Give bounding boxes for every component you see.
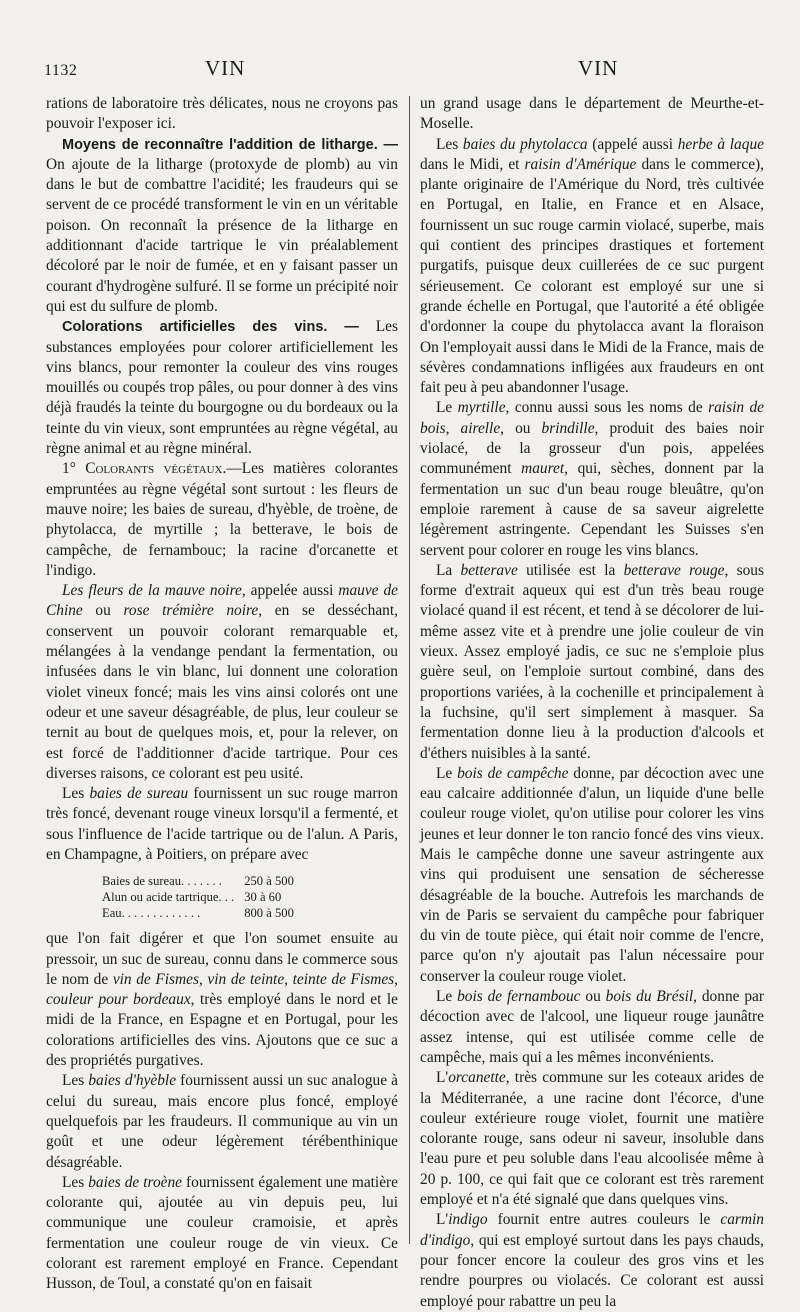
italic-term: baies de troène <box>88 1173 182 1191</box>
text: , connu aussi sous les noms de <box>505 399 709 417</box>
paragraph <box>46 135 398 318</box>
text: , donne par décoction avec de l'alcool, une liqueur rouge jaunâtre assez intense, qui est utilisée comme celle de campêche, mais qui a les mêmes inconvénients. <box>420 988 764 1066</box>
italic-term: betterave rouge <box>623 561 725 579</box>
italic-term: mauret <box>521 460 565 478</box>
text: que l'on fait digérer et que l'on soumet ensuite au pressoir, un suc de sureau, connu dans le commerce sous le nom de <box>46 930 398 988</box>
text: un grand usage dans le département de Meurthe-et-Moselle. <box>420 95 764 133</box>
text: L' <box>436 1069 449 1087</box>
table-row <box>102 889 294 905</box>
paragraph <box>420 1068 764 1210</box>
text: , qui, sèches, donnent par la fermentation un suc d'un beau rouge bleuâtre, qu'on emploie rarement à cause de sa saveur aigrelette légèrement astringente. Cependant les Suisses s'en servent pour colorer en rouge les vins blancs. <box>420 460 764 559</box>
text: Le <box>436 988 458 1006</box>
recipe-item: Eau. . . . . . . . . . . . . <box>102 906 201 921</box>
paragraph <box>46 94 398 135</box>
text: fournissent également une matière colorante qui, ajoutée au vin depuis peu, lui communique une couleur cramoisie, et après fermentation une couleur rouge de vin vieux. Ce colorant est rarement employé en France. Cependant Husson, de Toul, a constaté qu'on en faisait <box>46 1173 398 1293</box>
table-row <box>102 905 294 921</box>
paragraph <box>46 1173 398 1295</box>
text: —Les matières colorantes empruntées au règne végétal sont surtout : les fleurs de mauve noire; les baies de sureau, d'hyèble, de troène, de phytolacca, de myrtille ; la betterave, le bois de campêche, de fernambouc; la racine d'orcanette et l'indigo. <box>46 460 398 579</box>
column-rule <box>409 96 410 1244</box>
text: , très commune sur les coteaux arides de la Méditerranée, a une racine dont l'écorce, d'une couleur extérieure rouge violet, fournit une matière colorante rouge, sans odeur ni saveur, insoluble dans l'eau pure et peu soluble dans l'eau alcoolisée même à 20 p. 100, ce qui fait que ce colorant est très rarement employé et n'a été signalé que dans quelques vins. <box>420 1069 764 1209</box>
text: ou <box>580 988 606 1006</box>
text: On ajoute de la litharge (protoxyde de plomb) au vin dans le but de combattre l'acidité; les fraudeurs qui se servent de ce procédé transforment le vin en un véritable poison. On reconnaît la présence de la litharge en additionnant d'acide tartrique le vin préalablement décoloré par le noir de fumée, et en y faisant passer un courant d'hydrogène sulfuré. Il se forme un précipité noir qui est du sulfure de plomb. <box>46 155 398 315</box>
text: Le <box>436 399 458 417</box>
italic-term: Les fleurs de la mauve noire <box>62 582 242 600</box>
section-heading: Moyens de reconnaître l'addition de litharge. — <box>62 136 398 153</box>
italic-term: bois de fernambouc <box>457 988 581 1006</box>
text: , appelée aussi <box>241 582 339 600</box>
italic-term: betterave <box>460 561 518 579</box>
recipe-quantity: 250 à 500 <box>244 874 294 889</box>
table-row <box>102 873 294 889</box>
recipe-table <box>102 873 294 921</box>
paragraph <box>46 929 398 1071</box>
text: , qui est employé surtout dans les pays chauds, pour foncer encore la couleur des gros vins et les rendre pourpres ou violacés. Ce colorant est aussi employé pour rabattre un peu la <box>420 1231 764 1310</box>
italic-term: baies d'hyèble <box>88 1072 177 1090</box>
italic-term: vin de Fismes, vin de teinte, teinte de Fismes, couleur pour bordeaux <box>46 970 398 1009</box>
text: Les <box>436 135 463 153</box>
paragraph <box>420 135 764 399</box>
text: L' <box>436 1211 449 1229</box>
text: rations de laboratoire très délicates, nous ne croyons pas pouvoir l'exposer ici. <box>46 95 398 133</box>
running-head-left: VIN <box>205 56 246 80</box>
text: fournit entre autres couleurs le <box>487 1211 721 1229</box>
italic-term: mauve de Chine <box>46 582 398 620</box>
text: (appelé aussi <box>587 135 678 153</box>
text: ou <box>82 602 124 620</box>
paragraph <box>420 764 764 987</box>
running-head-right: VIN <box>578 56 619 80</box>
recipe-quantity: 30 à 60 <box>244 890 282 905</box>
italic-term: rose trémière noire <box>123 602 259 620</box>
text: , très employé dans le nord et le midi de la France, en Espagne et en Portugal, pour les colorations artificielles des vins. Ajoutons que ce suc a des propriétés purgatives. <box>46 991 398 1070</box>
paragraph <box>420 398 764 560</box>
page-header <box>0 56 800 86</box>
italic-term: bois du Brésil <box>605 988 694 1006</box>
text: fournissent aussi un suc analogue à celui du sureau, mais encore plus foncé, employé quelquefois par les fraudeurs. Il communique au vin un goût et une odeur légèrement térébenthinique désagréable. <box>46 1072 398 1171</box>
text: dans le Midi, et <box>420 155 525 173</box>
text: La <box>436 561 461 579</box>
paragraph <box>46 581 398 784</box>
paragraph <box>420 987 764 1068</box>
right-column <box>420 94 764 1312</box>
text: 1° <box>62 460 86 478</box>
italic-term: bois de campêche <box>457 764 569 782</box>
paragraph <box>46 317 398 459</box>
italic-term: herbe à laque <box>677 135 764 153</box>
italic-term: indigo <box>448 1211 488 1229</box>
italic-term: myrtille <box>457 399 506 417</box>
text: Le <box>436 764 458 782</box>
italic-term: carmin d'indigo <box>420 1211 764 1249</box>
text: , en se desséchant, conservent un pouvoir colorant remarquable et, mélangées à la vendange pendant la fermentation, ou infusées dans le vin blanc, lui donnent une coloration violet vineux foncé; mais les vins ainsi colorés ont une odeur et une saveur désagréable, de plus, leur couleur se ternit au bout de quelques mois, et, pour la relever, on est forcé de l'additionner d'acide tartrique. Pour ces diverses raisons, ce colorant est peu usité. <box>46 602 398 782</box>
paragraph <box>46 459 398 581</box>
paragraph <box>420 94 764 135</box>
recipe-item: Baies de sureau. . . . . . . <box>102 874 222 889</box>
paragraph <box>420 561 764 764</box>
text: , ou <box>500 419 542 437</box>
italic-term: orcanette <box>448 1069 506 1087</box>
text: utilisée est la <box>517 561 624 579</box>
recipe-quantity: 800 à 500 <box>244 906 294 921</box>
text: Les substances employées pour colorer artificiellement les vins blancs, pour remonter la couleur des vins rouges mouillés ou coupés trop pâles, ou pour donner à des vins déjà fraudés la teinte du bourgogne ou du bordeaux ou la teinte du vin vieux, sont empruntées au règne végétal, au règne animal et au règne minéral. <box>46 318 398 458</box>
text: Les <box>62 785 90 803</box>
text: , produit des baies noir violacé, de la grosseur d'un pois, appelées communément <box>420 419 764 478</box>
paragraph <box>46 1071 398 1172</box>
italic-term: baies de sureau <box>89 785 189 803</box>
text: fournissent un suc rouge marron très foncé, devenant rouge vineux lorsqu'il a fermenté, et sous l'influence de l'acide tartrique ou de l'alun. A Paris, en Champagne, à Poitiers, on prépare avec <box>46 785 398 863</box>
italic-term: brindille <box>541 419 595 437</box>
italic-term: raisin de bois, airelle <box>420 399 764 437</box>
text: donne, par décoction avec une eau calcaire additionnée d'alun, un liquide d'une belle couleur rouge violet, qu'on utilise pour colorer les vins jeunes et leur donner le ton rancio foncé des vins vieux. Mais le campêche donne une saveur astringente aux vins qui produisent une sensation de sécheresse désagréable de la bouche. Autrefois les marchands de vin de Paris se servaient du campêche pour fabriquer du vin de toute pièce, qui était noir comme de l'encre, parce qu'on n'y ajoutait pas l'alun nécessaire pour conserver la couleur rouge violet. <box>420 764 764 985</box>
italic-term: raisin d'Amérique <box>524 155 637 173</box>
text: dans le commerce), plante originaire de l'Amérique du Nord, très cultivée en Portugal, en Italie, en France et en Alsace, fournissent un suc rouge carmin violacé, superbe, mais qui contient des principes drastiques et fortement purgatifs, puisque deux cuillerées de ce suc purgent sérieusement. Ce colorant est employé sur une si grande échelle en Portugal, que l'autorité a été obligée d'ordonner la coupe du phytolacca avant la floraison On l'employait aussi dans le Midi de la France, mais de sévères condamnations infligées aux fraudeurs en ont fait peu à peu abandonner l'usage. <box>420 155 764 397</box>
section-heading: Colorations artificielles des vins. — <box>62 319 359 336</box>
subsection-heading: Colorants végétaux. <box>85 460 227 478</box>
text: , sous forme d'extrait aqueux qui est d'un très beau rouge violacé quand il est récent, et tend à se décolorer de lui-même assez vite et à prendre une jolie couleur de vin vieux. Assez employé jadis, ce suc ne s'emploie plus guère seul, on l'emploie surtout combiné, dans des proportions variées, à la cochenille et principalement à la fuchsine, qu'il sert simplement à masquer. Sa fermentation donne lieu à la production d'alcools et d'éthers nuisibles à la santé. <box>420 561 764 762</box>
italic-term: baies du phytolacca <box>462 135 588 153</box>
text: Les <box>62 1072 89 1090</box>
left-column <box>46 94 398 1295</box>
paragraph <box>46 784 398 865</box>
text: Les <box>62 1173 89 1191</box>
page-number: 1132 <box>44 62 78 79</box>
recipe-item: Alun ou acide tartrique. . . <box>102 890 235 905</box>
